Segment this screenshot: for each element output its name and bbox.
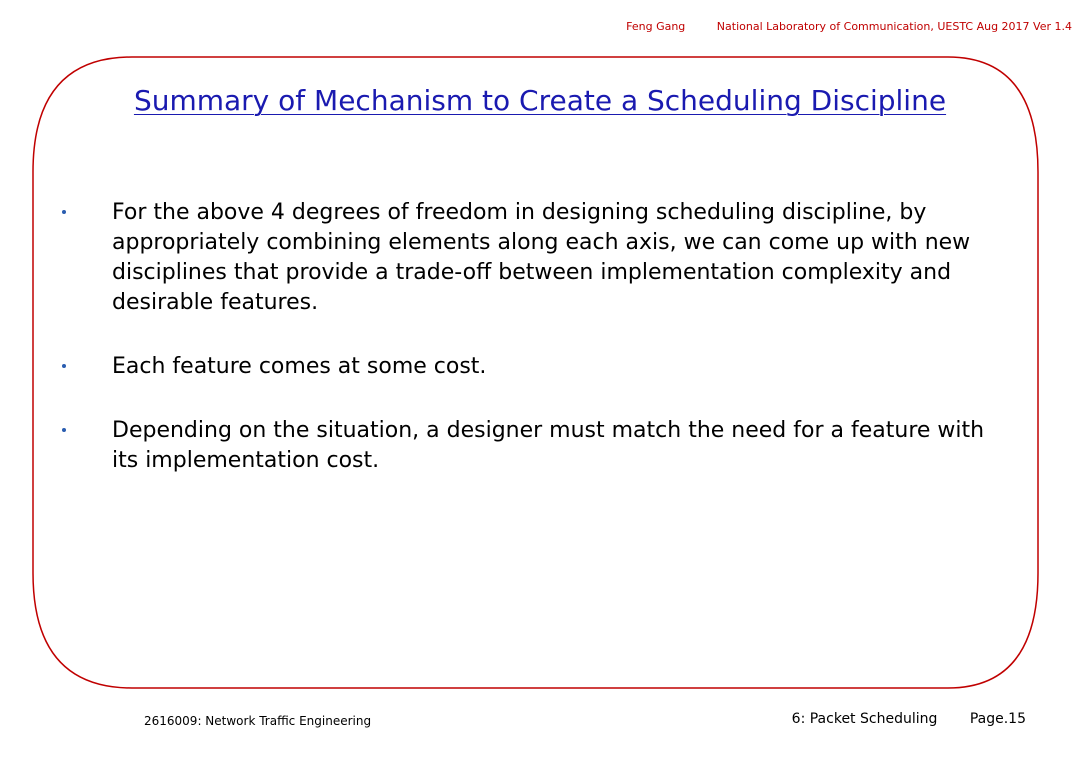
footer-topic: 6: Packet Scheduling bbox=[791, 711, 938, 727]
slide-title: Summary of Mechanism to Create a Scheduling Discipline bbox=[133, 84, 947, 117]
bullet-item bbox=[62, 198, 992, 318]
bullet-item bbox=[62, 352, 992, 382]
bullet-text: For the above 4 degrees of freedom in designing scheduling discipline, by appropriately combining elements along each axis, we can come up with new disciplines that provide a trade-off between implementation complexity and desirable features. bbox=[112, 200, 971, 315]
header-affiliation: National Laboratory of Communication, UESTC Aug 2017 Ver 1.4 bbox=[716, 20, 1072, 33]
footer-course: 2616009: Network Traffic Engineering bbox=[144, 714, 372, 728]
footer-right bbox=[792, 711, 1026, 727]
bullet-icon bbox=[62, 210, 66, 214]
bullet-item bbox=[62, 416, 992, 476]
bullet-text: Depending on the situation, a designer must match the need for a feature with its implementation cost. bbox=[112, 418, 985, 473]
bullet-icon bbox=[62, 364, 66, 368]
header-author: Feng Gang bbox=[626, 20, 686, 33]
bullet-icon bbox=[62, 428, 66, 432]
bullet-text: Each feature comes at some cost. bbox=[112, 354, 487, 379]
bullet-list bbox=[62, 198, 992, 510]
page-number: Page.15 bbox=[969, 711, 1026, 727]
